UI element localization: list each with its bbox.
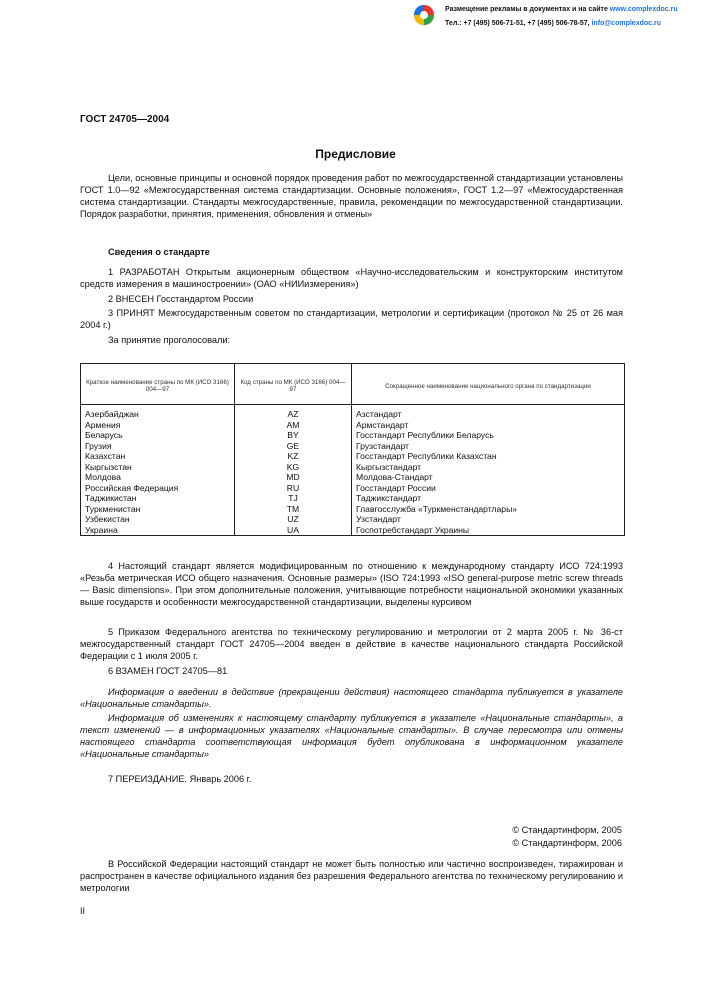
vote-label: За принятие проголосовали: [108,335,231,345]
country-cell: Украина [81,525,235,536]
body-cell: Азстандарт [352,405,625,420]
item-2: 2 ВНЕСЕН Госстандартом России [108,294,254,304]
body-cell: Таджикстандарт [352,493,625,504]
body-cell: Госстандарт России [352,483,625,494]
code-cell: GE [235,441,352,452]
code-cell: UZ [235,514,352,525]
country-cell: Беларусь [81,430,235,441]
ad-phone-text: Тел.: +7 (495) 506-71-51, +7 (495) 506-78-57, [445,20,592,27]
body-cell: Госпотребстандарт Украины [352,525,625,536]
country-cell: Армения [81,420,235,431]
table-row [81,405,625,420]
country-cell: Кыргызстан [81,462,235,473]
body-cell: Армстандарт [352,420,625,431]
countries-table [80,363,625,536]
ad-text-1: Размещение рекламы в документах и на сайте [445,6,610,13]
table-row [81,472,625,483]
country-cell: Таджикистан [81,493,235,504]
body-cell: Госстандарт Республики Казахстан [352,451,625,462]
code-cell: AM [235,420,352,431]
page-title: Предисловие [315,147,396,161]
code-cell: UA [235,525,352,536]
page-number: II [80,906,86,916]
email-link[interactable]: info@complexdoc.ru [591,20,661,27]
preface-paragraph: Цели, основные принципы и основной порядок проведения работ по межгосударственной стандартизации установлены ГОСТ 1.0—92 «Межгосударственная система стандартизации. Основные положения», ГОСТ 1.2—97 «Межгосударственная система стандартизации. Стандарты межгосударственные, правила, рекомендации по межгосударственной стандартизации. Порядок разработки, принятия, применения, обновления и отмены» [80,173,623,219]
country-cell: Туркменистан [81,504,235,515]
table-header-code: Код страны по МК (ИСО 3166) 004—97 [235,364,352,405]
info-heading: Сведения о стандарте [108,247,210,257]
table-row [81,525,625,536]
country-cell: Грузия [81,441,235,452]
code-cell: KG [235,462,352,473]
table-header-country: Краткое наименование страны по МК (ИСО 3166) 004—97 [81,364,235,405]
document-id: ГОСТ 24705—2004 [80,114,170,125]
country-cell: Узбекистан [81,514,235,525]
code-cell: BY [235,430,352,441]
table-row [81,420,625,431]
rights-paragraph: В Российской Федерации настоящий стандарт не может быть полностью или частично воспроизведен, тиражирован и распространен в качестве официального издания без разрешения Федерального агентства по техническому регулированию и метрологии [80,859,623,893]
table-row [81,493,625,504]
code-cell: KZ [235,451,352,462]
ad-banner [413,4,703,30]
table-row [81,483,625,494]
code-cell: TM [235,504,352,515]
code-cell: MD [235,472,352,483]
country-cell: Российская Федерация [81,483,235,494]
website-link[interactable]: www.complexdoc.ru [609,6,678,13]
code-cell: RU [235,483,352,494]
item-1: 1 РАЗРАБОТАН Открытым акционерным обществом «Научно-исследовательским и конструкторским институтом средств измерения в машиностроении» (ОАО «НИИизмерения») [80,267,623,289]
italic-note-2: Информация об изменениях к настоящему стандарту публикуется в указателе «Национальные стандарты», а текст изменений — в информационных указателях «Национальные стандарты». В случае пересмотра или отмены настоящего стандарта соответствующая информация будет опубликована в информационном указателе «Национальные стандарты» [80,713,623,759]
body-cell: Кыргызстандарт [352,462,625,473]
item-7: 7 ПЕРЕИЗДАНИЕ. Январь 2006 г. [108,774,252,784]
copyright-2006: © Стандартинформ, 2006 [512,838,622,848]
table-header-body: Сокращенное наименование национального органа по стандартизации [352,364,625,405]
body-cell: Узстандарт [352,514,625,525]
item-5: 5 Приказом Федерального агентства по техническому регулированию и метрологии от 2 марта 2005 г. № 36-ст межгосударственный стандарт ГОСТ 24705—2004 введен в действие в качестве национального стандарта Российской Федерации с 1 июля 2005 г. [80,627,623,661]
italic-note-1: Информация о введении в действие (прекращении действия) настоящего стандарта публикуется в указателе «Национальные стандарты». [80,687,623,709]
table-row [81,430,625,441]
body-cell: Молдова-Стандарт [352,472,625,483]
code-cell: AZ [235,405,352,420]
complexdoc-logo-icon [413,4,435,26]
country-cell: Азербайджан [81,405,235,420]
table-row [81,451,625,462]
country-cell: Казахстан [81,451,235,462]
table-row [81,504,625,515]
code-cell: TJ [235,493,352,504]
copyright-2005: © Стандартинформ, 2005 [512,825,622,835]
country-cell: Молдова [81,472,235,483]
item-4: 4 Настоящий стандарт является модифицированным по отношению к международному стандарту ИСО 724:1993 «Резьба метрическая ИСО общего назначения. Основные размеры» (ISO 724:1993 «ISO general-purpose metric screw threads — Basic dimensions». При этом дополнительные положения, учитывающие потребности национальной экономики указанных выше государств и особенности межгосударственной стандартизации, выделены курсивом [80,561,623,607]
table-row [81,441,625,452]
table-row [81,514,625,525]
body-cell: Грузстандарт [352,441,625,452]
body-cell: Госстандарт Республики Беларусь [352,430,625,441]
ad-line-2 [445,20,661,27]
table-header-row [81,364,625,405]
table-row [81,462,625,473]
item-3: 3 ПРИНЯТ Межгосударственным советом по стандартизации, метрологии и сертификации (протокол № 25 от 26 мая 2004 г.) [80,308,623,330]
item-6: 6 ВЗАМЕН ГОСТ 24705—81 [108,666,228,676]
ad-line-1 [445,6,678,13]
body-cell: Главгосслужба «Туркменстандартлары» [352,504,625,515]
